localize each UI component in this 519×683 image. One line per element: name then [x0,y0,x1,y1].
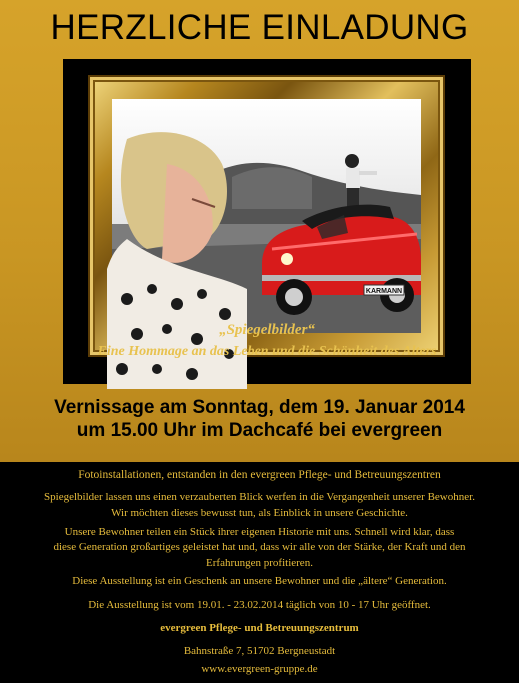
page-title: HERZLICHE EINLADUNG [50,8,469,47]
address: Bahnstraße 7, 51702 Bergneustadt [183,645,336,657]
organization-name: evergreen Pflege- und Betreuungszentrum [160,622,359,634]
opening-dates: Die Ausstellung ist vom 19.01. - 23.02.2014 täglich von 10 - 17 Uhr geöffnet. [88,599,431,611]
description-section [0,462,519,683]
description-line-1: Spiegelbilder lassen uns einen verzauberten Blick werfen in die Vergangenheit unserer Bewohner. [44,491,475,503]
description-line-6: Diese Ausstellung ist ein Geschenk an unsere Bewohner und die „ältere“ Generation. [72,575,447,587]
event-date: Vernissage am Sonntag, dem 19. Januar 2014 [54,397,465,418]
event-announcement [0,396,519,442]
website-link[interactable]: www.evergreen-gruppe.de [201,663,318,675]
description-line-2: Wir möchten dieses bewusst tun, als Einblick in unsere Geschichte. [111,507,408,519]
intro-line: Fotoinstallationen, entstanden in den evergreen Pflege- und Betreuungszentren [78,469,441,481]
artwork-subtitle: Eine Hommage an das Leben und die Schönheit des Alters [97,344,437,359]
artwork-caption [63,320,471,364]
license-plate: KARMANN [365,288,403,295]
description-line-3: Unsere Bewohner teilen ein Stück ihrer eigenen Historie mit uns. Schnell wird klar, dass [64,526,455,538]
event-time-location: um 15.00 Uhr im Dachcafé bei evergreen [76,420,443,441]
artwork-panel [63,59,471,384]
artwork-title: „Spiegelbilder“ [219,322,315,338]
description-line-5: Erfahrungen profitieren. [206,557,313,569]
description-line-4: diese Generation großartiges geleistet hat und, dass wir alle von der Stärke, der Kraft und den [53,541,466,553]
